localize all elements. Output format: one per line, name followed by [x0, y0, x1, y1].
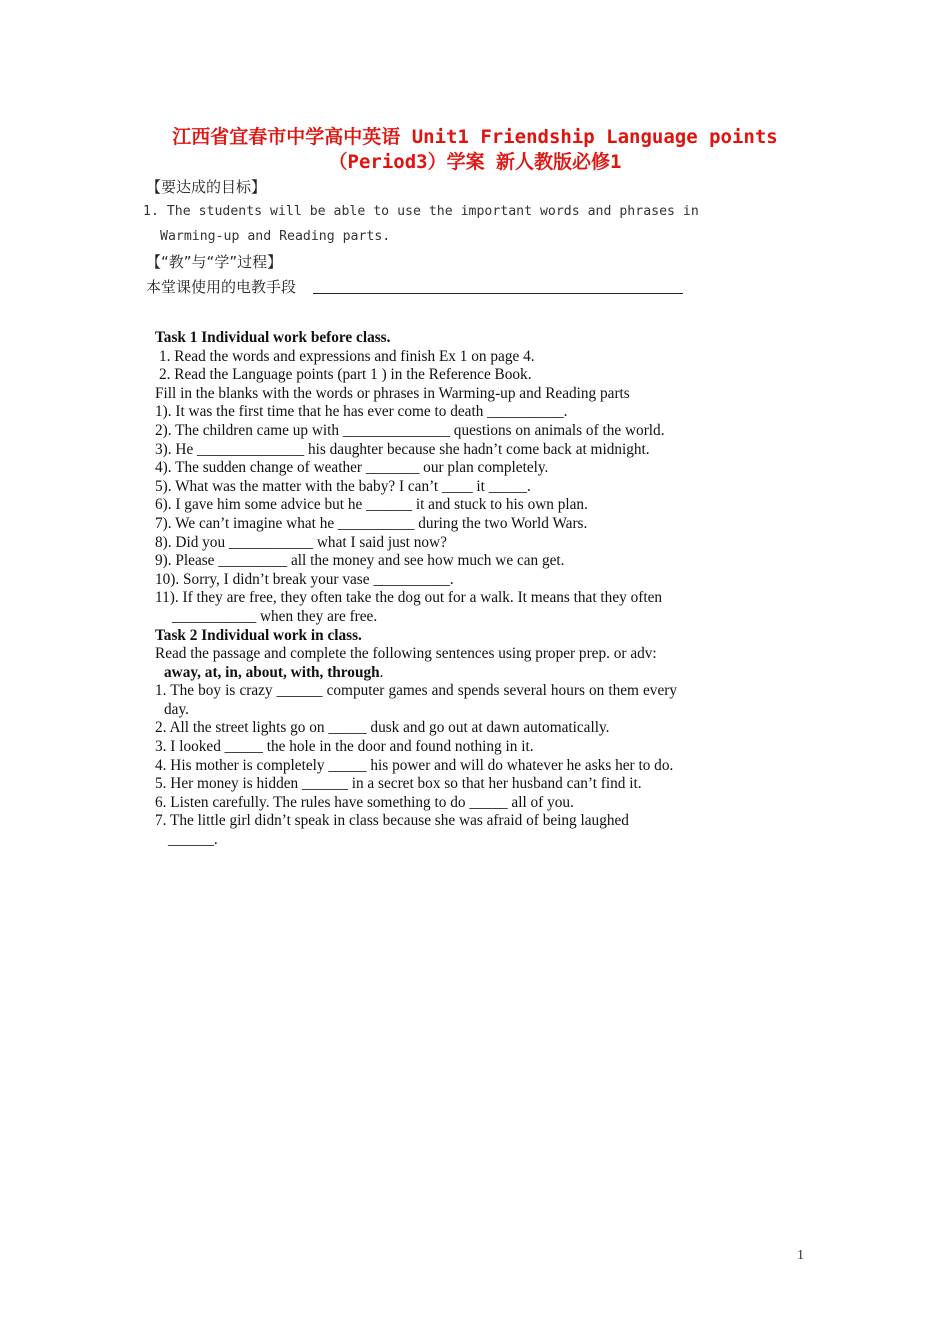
- task2-item: 7. The little girl didn’t speak in class because she was afraid of being laughed ______.: [155, 812, 629, 849]
- document-title-line-2: （Period3）学案 新人教版必修1: [328, 151, 622, 173]
- task1-item: 5). What was the matter with the baby? I can’t ____ it _____.: [155, 477, 531, 495]
- task1-item: 9). Please _________ all the money and see how much we can get.: [155, 552, 565, 570]
- task1-item: 7). We can’t imagine what he __________ during the two World Wars.: [155, 514, 588, 532]
- task1-item: 3). He ______________ his daughter because she hadn’t come back at midnight.: [155, 440, 650, 458]
- task1-item: 8). Did you ___________ what I said just now?: [155, 533, 447, 551]
- task2-item: 3. I looked _____ the hole in the door and found nothing in it.: [155, 738, 534, 756]
- goals-heading: 【要达成的目标】: [146, 178, 267, 196]
- task1-step: 2. Read the Language points (part 1 ) in the Reference Book.: [159, 366, 532, 384]
- goal-item-line-2: Warming-up and Reading parts.: [160, 229, 391, 244]
- media-blank-line: [313, 293, 683, 294]
- task1-step: 1. Read the words and expressions and finish Ex 1 on page 4.: [159, 347, 535, 365]
- task1-item: 6). I gave him some advice but he ______ it and stuck to his own plan.: [155, 496, 588, 514]
- task2-instruction-end: .: [379, 663, 384, 681]
- task2-instruction-text: Read the passage and complete the following sentences using proper prep. or adv:: [155, 645, 657, 663]
- worksheet-content: [155, 329, 677, 850]
- task2-heading: Task 2 Individual work in class.: [155, 626, 362, 644]
- media-label: 本堂课使用的电教手段: [146, 278, 297, 296]
- task1-item: 10). Sorry, I didn’t break your vase __________.: [155, 570, 454, 588]
- task1-heading: Task 1 Individual work before class.: [155, 329, 391, 346]
- goal-item-line-1: 1. The students will be able to use the important words and phrases in: [143, 204, 699, 219]
- task2-item: 6. Listen carefully. The rules have something to do _____ all of you.: [155, 793, 574, 811]
- task2-word-list: away, at, in, about, with, through: [164, 663, 380, 681]
- process-heading: 【“教”与“学”过程】: [146, 253, 283, 271]
- task2-item: 5. Her money is hidden ______ in a secret box so that her husband can’t find it.: [155, 775, 642, 793]
- task2-instruction: [155, 645, 677, 682]
- task2-item: 1. The boy is crazy ______ computer games and spends several hours on them every day.: [155, 682, 677, 718]
- task2-item: 2. All the street lights go on _____ dusk and go out at dawn automatically.: [155, 719, 610, 737]
- task1-instruction: Fill in the blanks with the words or phrases in Warming-up and Reading parts: [155, 384, 630, 402]
- task1-item: 4). The sudden change of weather _______ our plan completely.: [155, 459, 549, 477]
- document-title-line-1: 江西省宜春市中学高中英语 Unit1 Friendship Language points: [172, 126, 778, 148]
- task1-item: 1). It was the first time that he has ever come to death __________.: [155, 403, 568, 421]
- task1-item: 2). The children came up with ______________ questions on animals of the world.: [155, 421, 665, 439]
- task1-item: 11). If they are free, they often take the dog out for a walk. It means that they often ___________ when they are free.: [155, 589, 663, 625]
- task2-item: 4. His mother is completely _____ his power and will do whatever he asks her to do.: [155, 756, 674, 774]
- page-number: 1: [797, 1248, 804, 1263]
